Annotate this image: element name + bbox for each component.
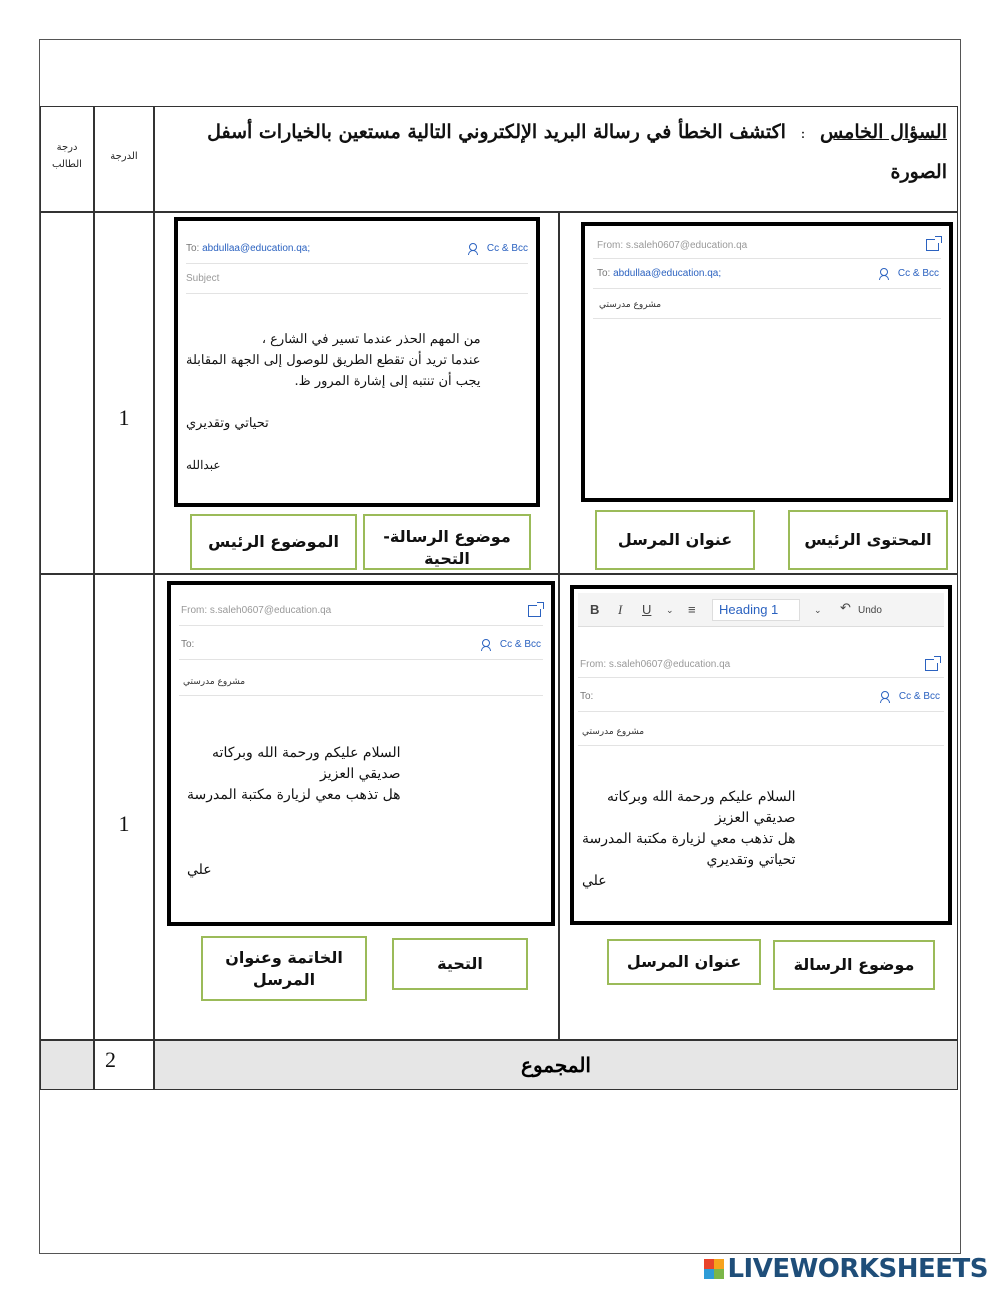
row2-grade-cell bbox=[94, 574, 154, 1040]
question-label: السؤال الخامس bbox=[819, 121, 947, 143]
paragraph-icon[interactable]: ≡ bbox=[688, 602, 696, 617]
email2-from-label: From: bbox=[597, 240, 624, 251]
option-sender-address-2[interactable]: عنوان المرسل bbox=[607, 939, 761, 985]
email3-body bbox=[187, 743, 401, 881]
email3-subject: مشروع مدرستي bbox=[183, 677, 246, 687]
divider bbox=[186, 263, 528, 264]
email3-from-label: From: bbox=[181, 605, 208, 616]
person-icon bbox=[468, 243, 477, 254]
email1-body-line bbox=[186, 392, 481, 413]
divider bbox=[179, 625, 543, 626]
bold-button[interactable]: B bbox=[590, 602, 600, 617]
email1-to-label: To: bbox=[186, 243, 200, 254]
email3-from bbox=[181, 605, 331, 616]
option-closing-sender[interactable]: الخاتمة وعنوان المرسل bbox=[201, 936, 367, 1001]
student-grade-header bbox=[40, 106, 94, 212]
grade-header bbox=[94, 106, 154, 212]
email4-from-value: s.saleh0607@education.qa bbox=[608, 659, 731, 670]
divider bbox=[179, 659, 543, 660]
email2-to bbox=[597, 268, 721, 279]
email1-to-value: abdullaa@education.qa; bbox=[202, 243, 311, 254]
email3-body-line: علي bbox=[187, 862, 212, 878]
chevron-down-icon[interactable]: ⌄ bbox=[814, 605, 822, 615]
person-icon bbox=[879, 268, 888, 279]
email4-body-line: السلام عليكم ورحمة الله وبركاته bbox=[607, 789, 796, 805]
email2-to-value: abdullaa@education.qa; bbox=[613, 268, 722, 279]
email-screenshot-4 bbox=[570, 585, 952, 925]
divider bbox=[593, 258, 941, 259]
email2-cc[interactable] bbox=[879, 268, 939, 279]
question-title bbox=[155, 107, 957, 191]
email3-body-line bbox=[187, 806, 401, 827]
email4-from bbox=[580, 659, 730, 670]
question-text: اكتشف الخطأ في رسالة البريد الإلكتروني التالية مستعين بالخيارات أسفل الصورة bbox=[207, 121, 947, 183]
format-toolbar bbox=[578, 593, 944, 627]
email3-body-line bbox=[187, 827, 401, 848]
option-main-content[interactable]: المحتوى الرئيس bbox=[788, 510, 948, 570]
grade-label: الدرجة bbox=[110, 151, 138, 162]
total-label-cell bbox=[154, 1040, 958, 1090]
email3-body-line: صديقي العزيز bbox=[319, 766, 401, 782]
email-screenshot-1 bbox=[174, 217, 540, 507]
italic-button[interactable]: I bbox=[618, 602, 623, 617]
email4-body-line: صديقي العزيز bbox=[714, 810, 796, 826]
chevron-down-icon[interactable]: ⌄ bbox=[666, 605, 674, 615]
popout-icon[interactable] bbox=[528, 605, 541, 617]
email-screenshot-3 bbox=[167, 581, 555, 926]
brand-name: LIVEWORKSHEETS bbox=[727, 1254, 988, 1284]
divider bbox=[593, 288, 941, 289]
divider bbox=[578, 745, 944, 746]
email1-body-line: عبدالله bbox=[186, 458, 221, 472]
popout-icon[interactable] bbox=[925, 659, 938, 671]
underline-button[interactable]: U bbox=[642, 602, 652, 617]
question-separator: : bbox=[800, 126, 806, 142]
divider bbox=[186, 293, 528, 294]
total-student-cell[interactable] bbox=[40, 1040, 94, 1090]
divider bbox=[578, 711, 944, 712]
email4-body-line: هل تذهب معي لزيارة مكتبة المدرسة bbox=[582, 831, 796, 847]
row1-student-grade-cell[interactable] bbox=[40, 212, 94, 574]
liveworksheets-icon bbox=[704, 1259, 724, 1279]
email4-from-label: From: bbox=[580, 659, 607, 670]
email2-from-value: s.saleh0607@education.qa bbox=[625, 240, 748, 251]
email3-to-label: To: bbox=[181, 639, 195, 650]
email1-subject-placeholder: Subject bbox=[186, 273, 220, 284]
email1-to bbox=[186, 243, 310, 254]
email-screenshot-2 bbox=[581, 222, 953, 502]
option-subject-greeting[interactable]: موضوع الرسالة- التحية bbox=[363, 514, 531, 570]
email4-cc-label: Cc & Bcc bbox=[898, 691, 940, 703]
email2-from bbox=[597, 240, 747, 251]
email1-cc[interactable] bbox=[468, 243, 528, 254]
email2-to-label: To: bbox=[597, 268, 611, 279]
email4-body-line: تحياتي وتقديري bbox=[706, 852, 796, 868]
total-value: 2 bbox=[105, 1047, 116, 1072]
email3-cc-label: Cc & Bcc bbox=[499, 639, 541, 651]
email4-to-label: To: bbox=[580, 691, 594, 702]
total-value-cell bbox=[94, 1040, 154, 1090]
divider bbox=[578, 677, 944, 678]
row1-grade-cell bbox=[94, 212, 154, 574]
question-header bbox=[154, 106, 958, 212]
divider bbox=[179, 695, 543, 696]
email1-body-line: عندما تريد أن تقطع الطريق للوصول إلى الجهة المقابلة bbox=[186, 353, 481, 368]
person-icon bbox=[481, 639, 490, 650]
row2-student-grade-cell[interactable] bbox=[40, 574, 94, 1040]
student-grade-label: درجة الطالب bbox=[52, 142, 82, 170]
email1-body-line: تحياتي وتقديري bbox=[186, 416, 269, 431]
undo-icon[interactable]: ↶ bbox=[840, 600, 851, 615]
email3-cc[interactable] bbox=[481, 639, 541, 650]
email1-body bbox=[186, 329, 481, 476]
email4-body-line: علي bbox=[582, 873, 607, 889]
email2-subject: مشروع مدرستي bbox=[599, 300, 662, 310]
email3-body-line: هل تذهب معي لزيارة مكتبة المدرسة bbox=[187, 787, 401, 803]
email3-from-value: s.saleh0607@education.qa bbox=[209, 605, 332, 616]
row1-grade: 1 bbox=[118, 405, 130, 430]
email1-cc-label: Cc & Bcc bbox=[486, 243, 528, 255]
undo-label[interactable]: Undo bbox=[858, 605, 882, 616]
email1-body-line bbox=[186, 434, 481, 455]
email4-subject: مشروع مدرستي bbox=[582, 727, 645, 737]
style-select[interactable]: Heading 1 bbox=[712, 599, 800, 621]
option-sender-address[interactable]: عنوان المرسل bbox=[595, 510, 755, 570]
total-label: المجموع bbox=[521, 1053, 591, 1077]
liveworksheets-logo bbox=[704, 1254, 988, 1284]
email2-cc-label: Cc & Bcc bbox=[897, 268, 939, 280]
divider bbox=[593, 318, 941, 319]
email1-body-line: يجب أن تنتبه إلى إشارة المرور ظ. bbox=[294, 374, 481, 389]
option-greeting[interactable]: التحية bbox=[392, 938, 528, 990]
option-main-topic[interactable]: الموضوع الرئيس bbox=[190, 514, 357, 570]
email4-cc[interactable] bbox=[880, 691, 940, 702]
person-icon bbox=[880, 691, 889, 702]
email1-body-line: من المهم الحذر عندما تسير في الشارع ، bbox=[261, 332, 481, 347]
option-message-subject[interactable]: موضوع الرسالة bbox=[773, 940, 935, 990]
email3-body-line: السلام عليكم ورحمة الله وبركاته bbox=[212, 745, 401, 761]
row2-grade: 1 bbox=[118, 811, 130, 836]
popout-icon[interactable] bbox=[926, 239, 939, 251]
email4-body bbox=[582, 787, 796, 892]
